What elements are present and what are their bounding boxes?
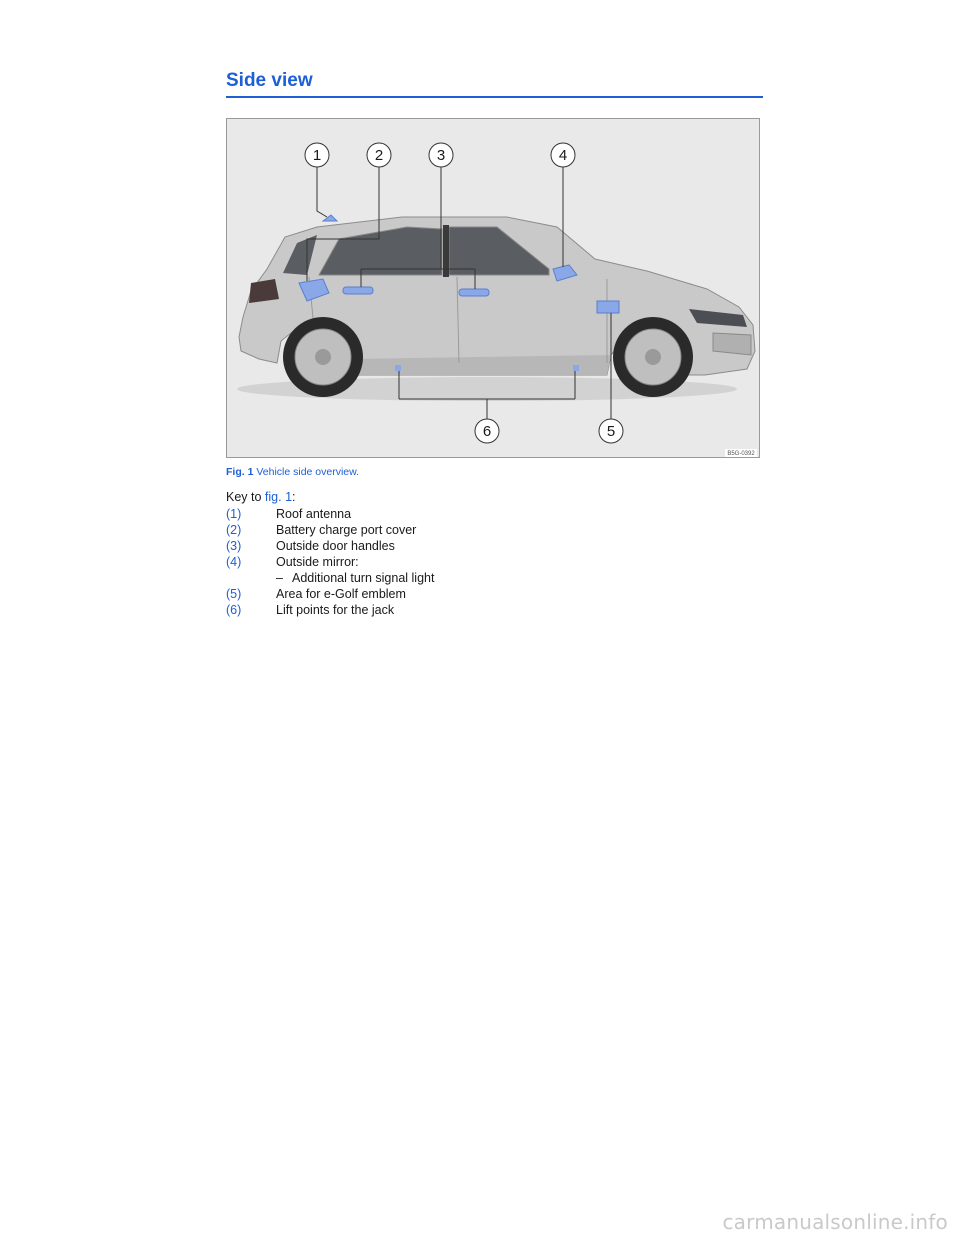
key-label: Outside mirror: bbox=[276, 555, 359, 569]
svg-text:B5G-0392: B5G-0392 bbox=[727, 451, 755, 457]
key-intro bbox=[226, 490, 296, 504]
key-number[interactable]: (4) bbox=[226, 555, 242, 569]
key-number[interactable]: (6) bbox=[226, 603, 242, 617]
sub-list-item bbox=[226, 570, 746, 586]
svg-text:5: 5 bbox=[606, 423, 616, 440]
watermark: carmanualsonline.info bbox=[722, 1210, 948, 1234]
callout-1 bbox=[305, 143, 329, 167]
callout-4 bbox=[551, 143, 575, 167]
key-list bbox=[226, 506, 746, 618]
list-item bbox=[226, 602, 746, 618]
list-item bbox=[226, 538, 746, 554]
vehicle-side-figure bbox=[226, 118, 760, 458]
dash-bullet: – bbox=[276, 571, 283, 585]
figure-code bbox=[725, 449, 757, 457]
list-item bbox=[226, 506, 746, 522]
vehicle-side-illustration bbox=[227, 119, 759, 457]
caption-prefix: Fig. 1 bbox=[226, 466, 254, 478]
key-label: Outside door handles bbox=[276, 539, 395, 553]
key-number[interactable]: (3) bbox=[226, 539, 242, 553]
svg-text:1: 1 bbox=[312, 147, 322, 164]
svg-text:4: 4 bbox=[558, 147, 568, 164]
key-number[interactable]: (1) bbox=[226, 507, 242, 521]
key-number[interactable]: (2) bbox=[226, 523, 242, 537]
callout-3 bbox=[429, 143, 453, 167]
caption-text: Vehicle side overview. bbox=[256, 466, 360, 478]
rear-wheel bbox=[283, 317, 363, 397]
front-wheel bbox=[613, 317, 693, 397]
key-label: Roof antenna bbox=[276, 507, 352, 521]
callout-6 bbox=[475, 419, 499, 443]
key-label: Lift points for the jack bbox=[276, 603, 395, 617]
svg-text:2: 2 bbox=[374, 147, 384, 164]
list-item bbox=[226, 554, 746, 570]
figure-caption bbox=[226, 466, 359, 478]
svg-text:3: 3 bbox=[436, 147, 446, 164]
figure-link[interactable]: fig. 1 bbox=[264, 490, 293, 504]
svg-text:6: 6 bbox=[482, 423, 492, 440]
list-item bbox=[226, 522, 746, 538]
sub-item-label: Additional turn signal light bbox=[292, 571, 435, 585]
key-intro-suffix: : bbox=[292, 490, 296, 504]
page-title: Side view bbox=[226, 70, 763, 98]
key-intro-text: Key to bbox=[226, 490, 262, 504]
callout-5 bbox=[599, 419, 623, 443]
callout-2 bbox=[367, 143, 391, 167]
key-number[interactable]: (5) bbox=[226, 587, 242, 601]
list-item bbox=[226, 586, 746, 602]
key-label: Battery charge port cover bbox=[276, 523, 417, 537]
key-label: Area for e-Golf emblem bbox=[276, 587, 406, 601]
